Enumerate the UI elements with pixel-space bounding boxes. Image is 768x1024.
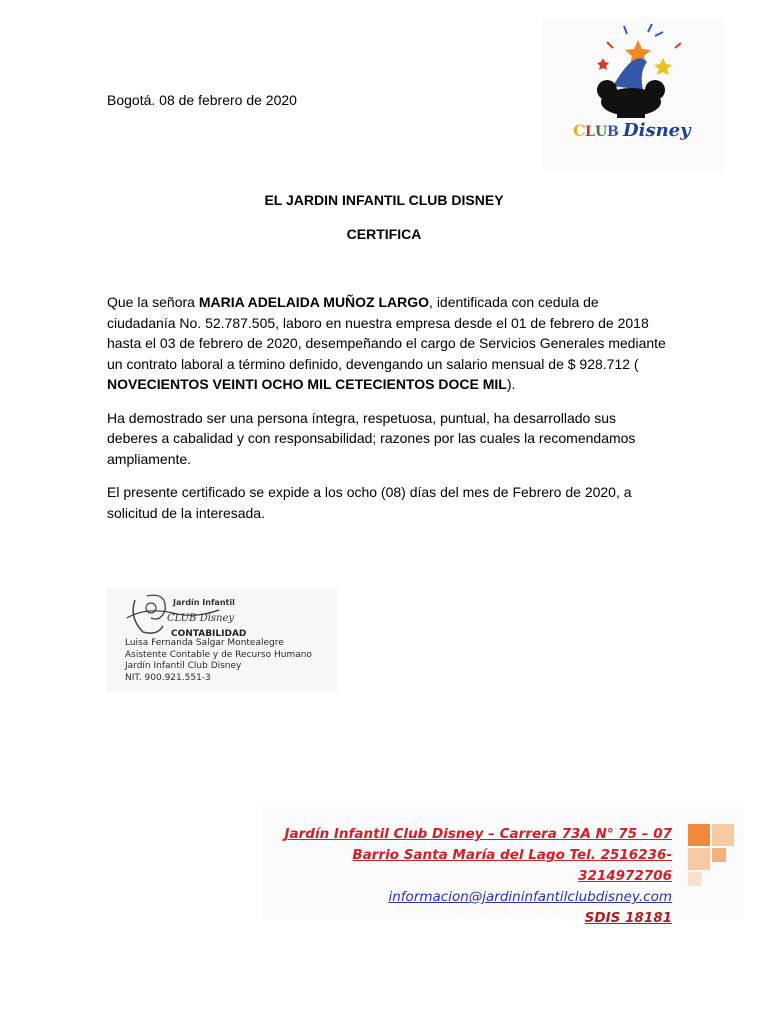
svg-text:CLUB Disney: CLUB Disney xyxy=(167,613,235,624)
svg-text:C: C xyxy=(573,121,586,140)
letter-date: Bogotá. 08 de febrero de 2020 xyxy=(107,92,297,108)
footer-email-link[interactable]: informacion@jardininfantilclubdisney.com xyxy=(388,889,672,905)
svg-text:Jardín Infantil: Jardín Infantil xyxy=(173,598,235,607)
signer-name: Luisa Fernanda Salgar Montealegre xyxy=(125,638,284,648)
mickey-wizard-hat-icon xyxy=(543,18,723,170)
svg-text:U: U xyxy=(595,124,608,140)
signer-role: Asistente Contable y de Recurso Humano xyxy=(125,649,312,660)
footer-sdis: SDIS 18181 xyxy=(584,910,672,926)
svg-text:CONTABILIDAD: CONTABILIDAD xyxy=(171,629,247,639)
decorative-squares-icon xyxy=(688,824,736,894)
signature-stamp xyxy=(107,588,337,692)
paragraph-issuance: El presente certificado se expide a los ocho (08) días del mes de Febrero de 2020, a solicitud de la interesada. xyxy=(107,484,632,521)
footer-letterhead xyxy=(262,806,744,926)
letter-body xyxy=(107,292,667,536)
letter-subtitle: CERTIFICA xyxy=(346,226,422,242)
svg-text:B: B xyxy=(607,124,619,140)
employee-name: MARIA ADELAIDA MUÑOZ LARGO xyxy=(198,294,430,310)
signer-org: Jardín Infantil Club Disney xyxy=(125,661,242,672)
paragraph-employment: Que la señora MARIA ADELAIDA MUÑOZ LARGO, identificada con cedula de ciudadanía No. 52.787.505, laboro en nuestra empresa desde el 01 de febrero de 2018 hasta el 03 de febrero de 2020, desempeñando el cargo de Servicios Generales mediante un contrato laboral a término definido, devengando un salario mensual de $ 928.712 ( NOVECIENTOS VEINTI OCHO MIL CETECIENTOS DOCE MIL). xyxy=(107,294,666,392)
paragraph-recommendation: Ha demostrado ser una persona íntegra, respetuosa, puntual, ha desarrollado sus deberes a cabalidad y con responsabilidad; razones por las cuales la recomendamos ampliamente. xyxy=(107,409,636,467)
signer-nit: NIT. 900.921.551-3 xyxy=(125,672,211,683)
svg-text:Disney: Disney xyxy=(623,120,691,141)
salary-in-words: NOVECIENTOS VEINTI OCHO MIL CETECIENTOS DOCE MIL xyxy=(107,376,507,392)
footer-neighborhood-phone: Barrio Santa María del Lago Tel. 2516236-3214972706 xyxy=(352,847,672,884)
letter-title: EL JARDIN INFANTIL CLUB DISNEY xyxy=(264,192,504,208)
club-disney-logo xyxy=(543,18,723,170)
footer-address: Jardín Infantil Club Disney – Carrera 73A N° 75 – 07 xyxy=(284,826,672,842)
svg-text:L: L xyxy=(585,124,595,140)
